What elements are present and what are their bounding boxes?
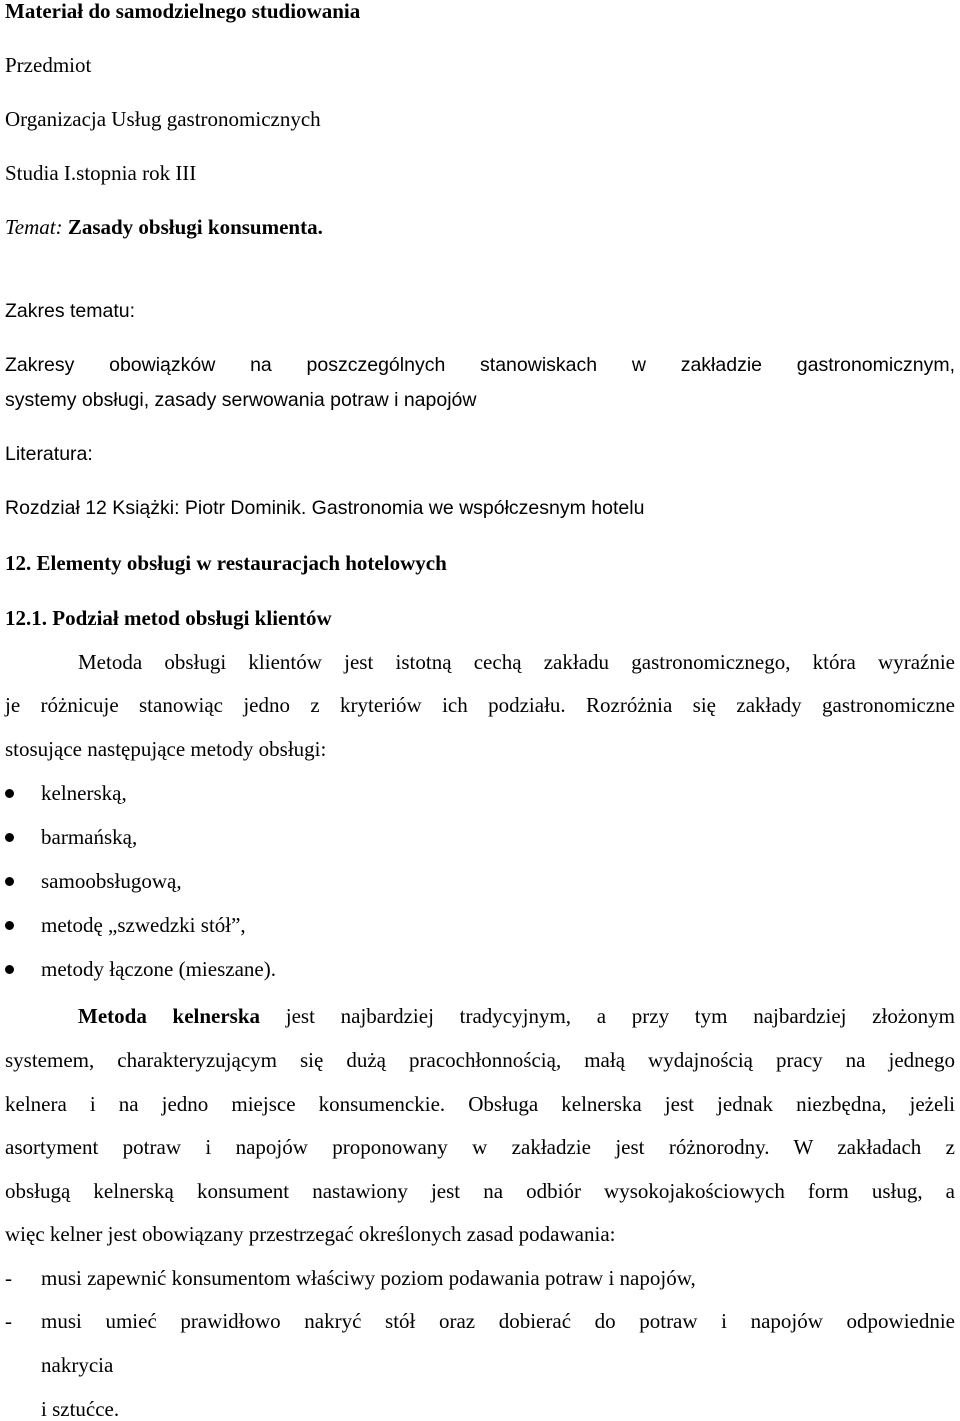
method-item-samoobslugowa: samoobsługową, — [41, 869, 182, 893]
method-item-laczone: metody łączone (mieszane). — [41, 957, 276, 981]
bullet-icon — [5, 833, 14, 842]
topic-title: Zasady obsługi konsumenta. — [67, 215, 323, 239]
bullet-icon — [5, 965, 14, 974]
scope-label: Zakres tematu: — [5, 300, 136, 322]
subject-name: Organizacja Usług gastronomicznych — [5, 107, 321, 131]
bullet-icon — [5, 789, 14, 798]
method-item-kelnerska: kelnerską, — [41, 781, 127, 805]
scope-line-2: systemy obsługi, zasady serwowania potraw i napojów — [5, 389, 477, 411]
paragraph-line-4: asortyment potraw i napojów proponowany w zakładzie jest różnorodny. W zakładach z — [5, 1135, 955, 1159]
rule-item-2-line-3: i sztućce. — [41, 1397, 120, 1421]
method-item-barmanska: barmańską, — [41, 825, 138, 849]
method-item-szwedzki-stol: metodę „szwedzki stół”, — [41, 913, 246, 937]
doc-title: Materiał do samodzielnego studiowania — [5, 0, 361, 23]
paragraph-line-1 — [78, 1006, 955, 1027]
rule-dash: - — [5, 1266, 12, 1290]
paragraph-line-2: systemem, charakteryzującym się dużą pracochłonnością, małą wydajnością pracy na jednego — [5, 1048, 955, 1072]
paragraph-line-5: obsługą kelnerską konsument nastawiony jest na odbiór wysokojakościowych form usług, a — [5, 1179, 955, 1203]
intro-line-3: stosujące następujące metody obsługi: — [5, 737, 327, 761]
paragraph-line-6: więc kelner jest obowiązany przestrzegać określonych zasad podawania: — [5, 1222, 616, 1246]
topic-line — [5, 217, 323, 238]
paragraph-first-line-rest: jest najbardziej tradycyjnym, a przy tym najbardziej złożonym — [285, 1004, 955, 1028]
intro-line-2: je różnicuje stanowiąc jedno z kryteriów ich podziału. Rozróżnia się zakłady gastronomiczne — [5, 693, 955, 717]
bullet-icon — [5, 877, 14, 886]
rule-dash: - — [5, 1309, 12, 1333]
study-level: Studia I.stopnia rok III — [5, 161, 197, 185]
paragraph-bold-lead: Metoda kelnerska — [78, 1004, 261, 1028]
subject-label: Przedmiot — [5, 53, 92, 77]
paragraph-line-3: kelnera i na jedno miejsce konsumenckie. Obsługa kelnerska jest jednak niezbędna, jeżeli — [5, 1092, 955, 1116]
intro-line-1: Metoda obsługi klientów jest istotną cechą zakładu gastronomicznego, która wyraźnie — [78, 650, 955, 674]
rule-item-2-line-2: nakrycia — [41, 1353, 114, 1377]
rule-item-1: musi zapewnić konsumentom właściwy poziom podawania potraw i napojów, — [41, 1266, 696, 1290]
literature-reference: Rozdział 12 Książki: Piotr Dominik. Gastronomia we współczesnym hotelu — [5, 497, 645, 519]
section-heading: 12. Elementy obsługi w restauracjach hotelowych — [5, 551, 447, 575]
literature-label: Literatura: — [5, 443, 93, 465]
bullet-icon — [5, 921, 14, 930]
scope-line-1: Zakresy obowiązków na poszczególnych stanowiskach w zakładzie gastronomicznym, — [5, 354, 955, 376]
rule-item-2-line-1: musi umieć prawidłowo nakryć stół oraz dobierać do potraw i napojów odpowiednie — [41, 1309, 955, 1333]
subsection-heading: 12.1. Podział metod obsługi klientów — [5, 606, 332, 630]
topic-label: Temat: — [5, 215, 63, 239]
